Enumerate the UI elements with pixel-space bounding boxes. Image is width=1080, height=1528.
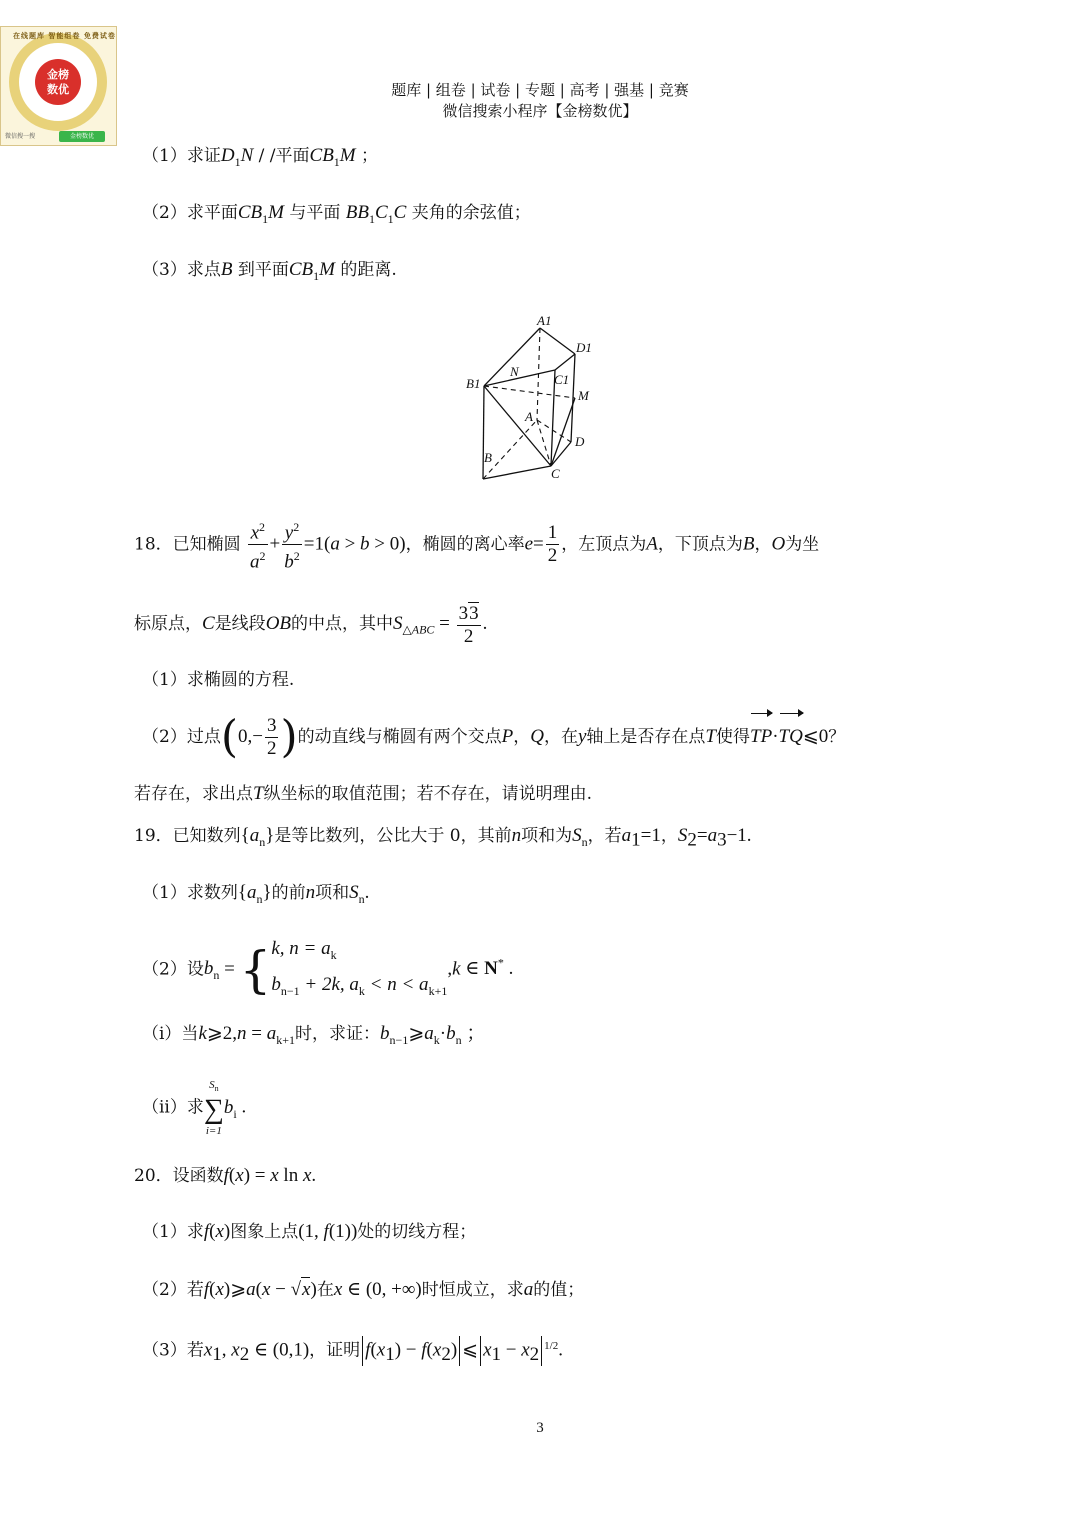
q19-part2: （2）设$b_n$ = { k, $n = a_k$ $b_{n-1} + 2k$, $a_k < n < a_{k+1}$ ,k ∈ N* . xyxy=(142,938,514,999)
q19-p1-b: 的前 xyxy=(271,883,306,903)
q18-stem: 18．已知椭圆 $\frac{x^2}{a^2}$ + $\frac{y^2}{b^2}$ =1(a > b > 0)，椭圆的离心率e= $\frac{1}{2}$ ，左顶点为A，下顶点为B，O为坐 xyxy=(134,516,819,574)
q19-stem: 19．已知数列$\{a_n\}$是等比数列，公比大于 0，其前n项和为$S_n$，若$a_1=1$，$S_2=a_3-1$. xyxy=(134,825,752,851)
q20-number: 20． xyxy=(134,1166,173,1186)
q18-line2-a: 标原点， xyxy=(134,614,202,634)
label-M: M xyxy=(578,388,589,403)
q19-stem-c: 项和为 xyxy=(521,826,573,846)
q17-part2: （2）求平面$CB_1M$ 与平面 $BB_1C_1C$ 夹角的余弦值； xyxy=(142,202,531,226)
q18-p2-d: ，在 xyxy=(543,727,578,747)
q18-stem-d: ，下顶点为 xyxy=(657,534,743,555)
q20-p2-c: 时恒成立，求 xyxy=(421,1280,524,1300)
qr-bottom-button: 金榜数优 xyxy=(59,131,105,142)
q17-p3-prefix: （3）求点 xyxy=(142,260,221,280)
qr-logo-text-2: 数优 xyxy=(47,83,69,96)
q18-p2-g: ？ xyxy=(828,727,846,747)
q18-line2: 标原点，C是线段OB的中点，其中$S_{\triangle ABC}$ = $\frac{33}{2}$ . xyxy=(134,602,488,647)
q19-stem-a: 已知数列 xyxy=(172,826,241,846)
label-D1: D1 xyxy=(576,340,592,355)
q18-part2: （2）过点(0,− $\frac{3}{2}$ )的动直线与椭圆有两个交点P，Q，在y轴上是否存在点T使得TP·TQ⩽0？ xyxy=(142,711,846,763)
q20-part1: （1）求f(x)图象上点(1, f(1))处的切线方程； xyxy=(142,1221,477,1242)
q18-p2-f: 使得 xyxy=(716,727,750,747)
q20-p2-a: （2）若 xyxy=(142,1280,204,1300)
q19-p1-c: 项和 xyxy=(315,883,350,903)
q18-p2-line2-b: 纵坐标的取值范围；若不存在，请说明理由. xyxy=(263,784,592,804)
q19-p2-a: （2）设 xyxy=(142,959,204,980)
q20-p1-a: （1）求 xyxy=(142,1222,204,1242)
q18-stem-a: 已知椭圆 xyxy=(172,534,241,555)
q19-number: 19． xyxy=(134,826,173,846)
label-A1: A1 xyxy=(537,313,552,328)
q19-p1-a: （1）求数列 xyxy=(142,883,238,903)
q19-stem-d: ，若 xyxy=(587,826,622,846)
q17-p2-end: 夹角的余弦值； xyxy=(406,203,531,223)
label-C1: C1 xyxy=(554,372,570,387)
q19-part2-i: （i）当k⩾2,n = $a_{k+1}$时，求证：$b_{n-1}⩾a_k\cdot b_n$ ； xyxy=(142,1023,486,1047)
q17-p1-mid: / /平面 xyxy=(253,146,310,166)
q18-stem-f: 为坐 xyxy=(785,534,820,555)
label-D: D xyxy=(575,434,585,449)
qr-logo-text-1: 金榜 xyxy=(47,68,69,81)
page-number: 3 xyxy=(536,1420,544,1436)
q18-stem-c: ，左顶点为 xyxy=(561,534,647,555)
q20-p1-c: 处的切线方程； xyxy=(357,1222,477,1242)
q19-pi-b: 时，求证： xyxy=(295,1024,381,1044)
qr-ring-text: 在线题库 智能组卷 免费试卷 xyxy=(13,32,116,40)
q17-p1-prefix: （1）求证 xyxy=(142,146,221,166)
q17-part1: （1）求证$D_1N$ / /平面$CB_1M$ ； xyxy=(142,145,379,169)
q20-stem: 20．设函数f(x) = x ln x. xyxy=(134,1165,317,1186)
q20-p2-d: 的值； xyxy=(533,1280,585,1300)
label-B1: B1 xyxy=(466,376,481,391)
q18-p2-b: 的动直线与椭圆有两个交点 xyxy=(297,727,502,747)
q18-line2-c: 的中点，其中 xyxy=(291,614,394,634)
q19-part2-ii: （ii）求 $S_n$ ∑ i=1 $b_i$ . xyxy=(142,1079,247,1138)
label-N: N xyxy=(510,364,519,379)
q17-p2-prefix: （2）求平面 xyxy=(142,203,238,223)
q18-stem-e: ， xyxy=(754,534,772,555)
q18-number: 18． xyxy=(134,534,173,555)
q20-p1-b: 图象上点 xyxy=(230,1222,299,1242)
q18-p2-e: 轴上是否存在点 xyxy=(586,727,706,747)
prism-figure xyxy=(455,310,630,485)
label-B: B xyxy=(484,450,492,465)
q18-p2-line2-a: 若存在，求出点 xyxy=(134,784,253,804)
header-nav: 题库 | 组卷 | 试卷 | 专题 | 高考 | 强基 | 竞赛 xyxy=(391,81,689,99)
label-C: C xyxy=(551,466,560,481)
label-A: A xyxy=(525,409,533,424)
qr-bottom-text: 微信搜一搜 xyxy=(5,133,36,140)
q17-p3-end: 的距离. xyxy=(334,260,397,280)
q17-p1-end: ； xyxy=(355,146,379,166)
q18-stem-b: ，椭圆的离心率 xyxy=(405,534,525,555)
header-subtitle: 微信搜索小程序【金榜数优】 xyxy=(442,102,638,120)
q19-pii-a: （ii）求 xyxy=(142,1097,204,1118)
q19-part1: （1）求数列$\{a_n\}$的前n项和$S_n$. xyxy=(142,882,370,906)
q19-stem-e: ， xyxy=(660,826,678,846)
q18-p2-c: ， xyxy=(513,727,531,747)
q18-line2-b: 是线段 xyxy=(214,614,266,634)
q18-p2-a: （2）过点 xyxy=(142,727,221,747)
q19-stem-b: 是等比数列，公比大于 0，其前 xyxy=(274,826,512,846)
q20-stem-a: 设函数 xyxy=(172,1166,224,1186)
q17-part3: （3）求点B 到平面$CB_1M$ 的距离. xyxy=(142,259,397,283)
q20-p3-a: （3）若 xyxy=(142,1340,204,1361)
q18-part1: （1）求椭圆的方程. xyxy=(142,670,295,690)
q20-part3: （3）若$x_1$, $x_2$ ∈ (0,1)，证明 $f(x_1) - f(x_2)$ ⩽ $x_1 - x_2$ $^{1/2}$. xyxy=(142,1328,563,1373)
q20-part2: （2）若f(x)⩾a(x − √x)在x ∈ (0, +∞)时恒成立，求a的值； xyxy=(142,1279,585,1300)
q17-p2-mid: 与平面 xyxy=(283,203,346,223)
q18-part2-line2: 若存在，求出点T纵坐标的取值范围；若不存在，请说明理由. xyxy=(134,783,592,804)
q20-p3-b: ，证明 xyxy=(309,1340,361,1361)
q20-p2-b: 在 xyxy=(316,1280,334,1300)
q17-p3-mid: 到平面 xyxy=(232,260,289,280)
q19-pi-a: （i）当 xyxy=(142,1024,199,1044)
